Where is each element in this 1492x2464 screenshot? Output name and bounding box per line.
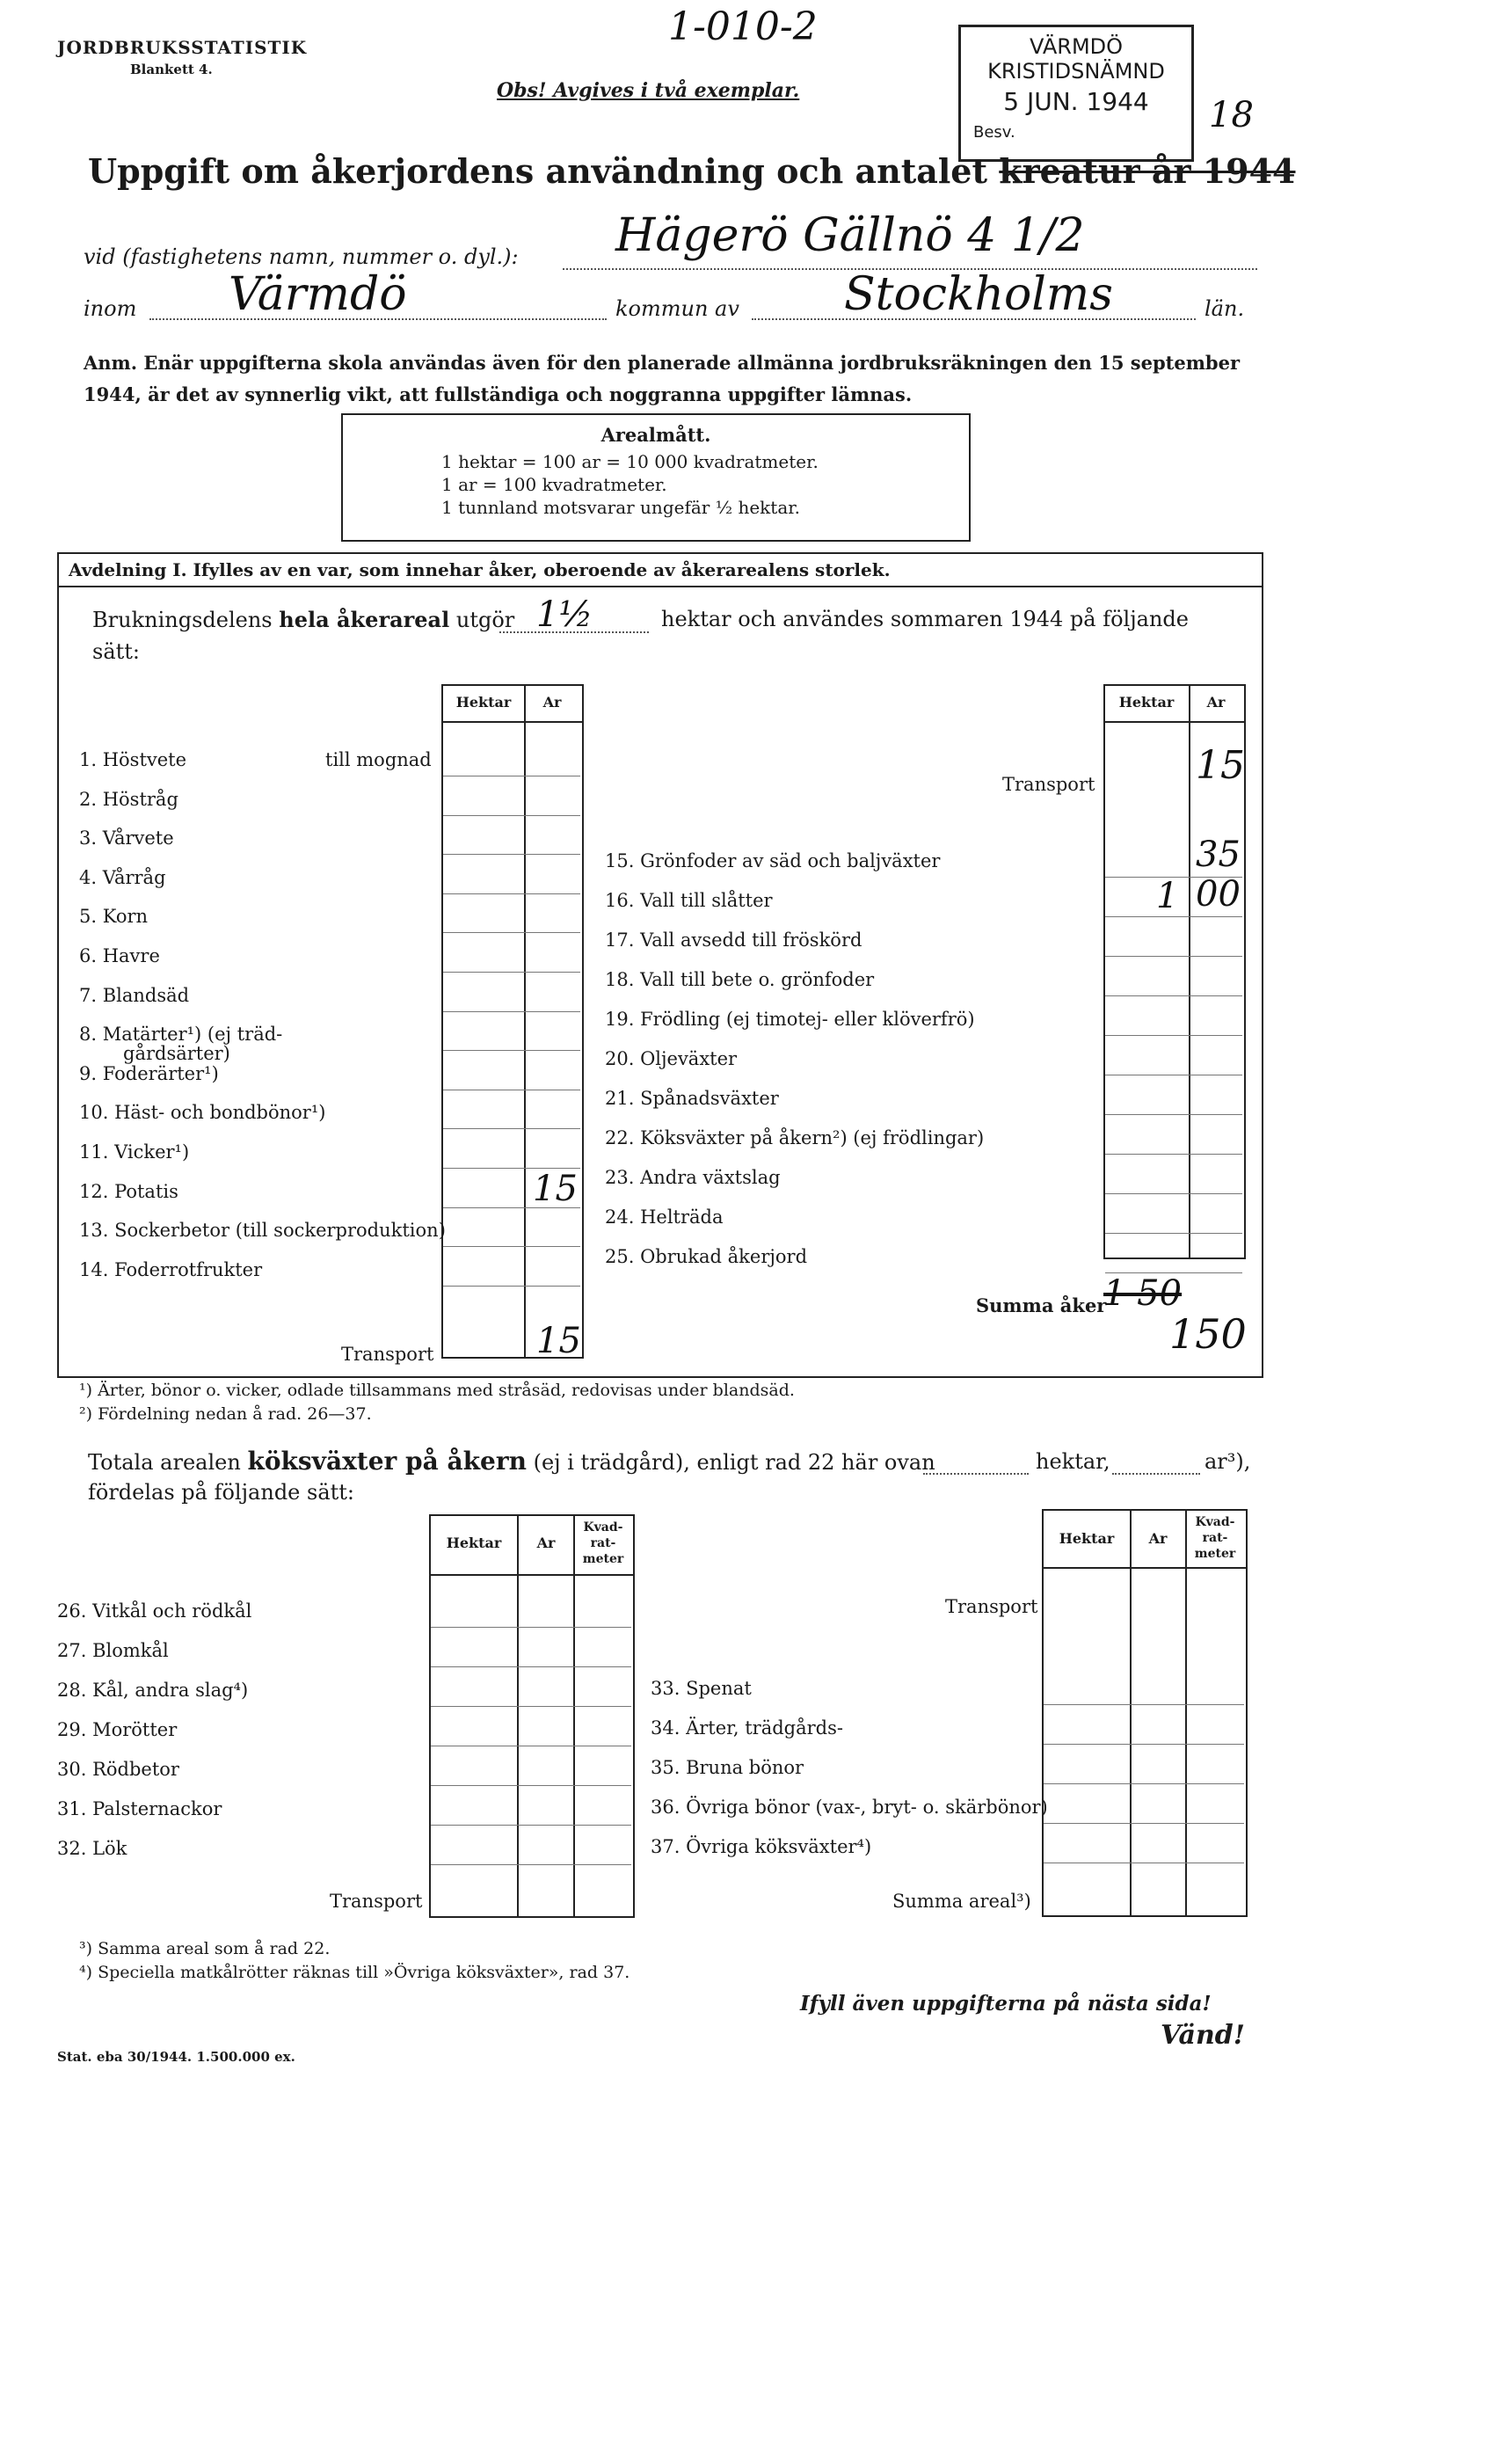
ifyll-note: Ifyll även uppgifterna på nästa sida! (800, 1992, 1212, 2016)
s2-left-row-rule (431, 1627, 631, 1628)
s2-right-divider-2 (1185, 1509, 1187, 1915)
s2-right-row-label: 33. Spenat (651, 1678, 752, 1699)
s2-right-row-label: 37. Övriga köksväxter⁴) (651, 1836, 872, 1857)
s2-intro-f: fördelas på följande sätt: (88, 1480, 355, 1505)
left-row-label: 8. Matärter¹) (ej träd- (79, 1024, 283, 1046)
print-info: Stat. eba 30/1944. 1.500.000 ex. (57, 2049, 295, 2065)
s2-left-row-rule (431, 1666, 631, 1667)
s2-left-row-rule (431, 1864, 631, 1865)
right-row-rule (1105, 916, 1242, 917)
right-row-label: 23. Andra växtslag (605, 1167, 781, 1188)
left-row-label: 12. Potatis (79, 1180, 178, 1202)
right-row-label: 19. Frödling (ej timotej- eller klöverfrö) (605, 1009, 975, 1030)
left-row-label: 6. Havre (79, 945, 160, 966)
intro-c: utgör (455, 608, 515, 632)
left-row-label: 10. Häst- och bondbönor¹) (79, 1102, 326, 1124)
s2-left-col-kvm: Kvad-rat-meter (582, 1520, 624, 1566)
right-transport-label: Transport (1002, 774, 1095, 795)
right-row-rule (1105, 956, 1242, 957)
stamp-date: 5 JUN. 1944 (1003, 87, 1149, 116)
summa-aker-value: 150 (1169, 1310, 1247, 1358)
left-row-rule (443, 972, 580, 973)
anm-note: Anm. Enär uppgifterna skola användas även för den planerade allmänna jordbruksräkningen den 15 september 1944, är det av synnerlig vikt, att fullständiga och noggranna uppgifter lämnas. (84, 352, 1241, 405)
left-row-rule (443, 1128, 580, 1129)
intro-d: hektar och användes sommaren 1944 på följande (661, 607, 1189, 631)
page-title (88, 151, 1295, 191)
obs-note: Obs! Avgives i två exemplar. (497, 79, 800, 102)
s2-left-row-rule (431, 1825, 631, 1826)
s2-left-row-rule (431, 1706, 631, 1707)
left-row-rule (443, 1286, 580, 1287)
s2-right-divider-1 (1130, 1509, 1132, 1915)
summa-struck-value: 1 50 (1103, 1273, 1183, 1314)
left-col-divider (524, 684, 526, 1357)
s2-left-col-ar: Ar (536, 1535, 556, 1551)
s2-ar-dotted (1112, 1473, 1200, 1475)
stamp-number: 18 (1209, 95, 1254, 135)
s2-right-col-kvm: Kvad-rat-meter (1194, 1515, 1236, 1561)
right-row-rule (1105, 1114, 1242, 1115)
left-row-rule (443, 854, 580, 855)
s2-left-col-hektar: Hektar (446, 1535, 502, 1551)
right-row-label: 22. Köksväxter på åkern²) (ej frödlingar) (605, 1127, 985, 1148)
left-row-label: 11. Vicker¹) (79, 1141, 190, 1163)
right-row-label: 16. Vall till slåtter (605, 890, 773, 911)
received-stamp (958, 25, 1194, 162)
left-row-rule (443, 1246, 580, 1247)
footnote-4: ⁴) Speciella matkålrötter räknas till »Övriga köksväxter», rad 37. (79, 1963, 630, 1982)
intro-value: 1½ (536, 594, 593, 635)
arealmatt-title: Arealmått. (600, 424, 711, 446)
left-row-label: 5. Korn (79, 906, 149, 928)
title-main: Uppgift om åkerjordens användning och antalet (88, 151, 988, 191)
right-col-hektar: Hektar (1118, 694, 1175, 711)
stamp-line-2: KRISTIDSNÄMND (987, 59, 1165, 84)
intro-b: hela åkerareal (279, 607, 450, 632)
left-row-label: 2. Höstråg (79, 788, 178, 810)
s2-left-header-rule (429, 1574, 633, 1576)
s2-left-row-label: 26. Vitkål och rödkål (57, 1600, 252, 1622)
left-row-rule (443, 932, 580, 933)
stamp-besv: Besv. (973, 123, 1015, 142)
inom-label: inom (84, 296, 137, 321)
s2-left-row-label: 27. Blomkål (57, 1640, 169, 1661)
section2-intro (88, 1447, 935, 1476)
right-col-ar: Ar (1206, 694, 1226, 711)
left-table-frame (441, 684, 584, 1359)
s2-hektar-dotted (923, 1473, 1029, 1475)
left-row-label: 14. Foderrotfrukter (79, 1258, 263, 1280)
right-row-rule (1105, 1193, 1242, 1194)
s2-left-row-label: 32. Lök (57, 1838, 127, 1859)
left-row-label: 4. Vårråg (79, 866, 166, 888)
s2-left-row-rule (431, 1785, 631, 1786)
s2-left-row-label: 31. Palsternackor (57, 1798, 222, 1819)
left-header-rule (441, 721, 582, 723)
right-header-rule (1103, 721, 1244, 723)
right-row-ar-value[interactable]: 00 (1196, 874, 1241, 915)
left-row-label: 1. Höstvete (79, 749, 187, 770)
left-col-ar: Ar (542, 694, 562, 711)
right-row-rule (1105, 995, 1242, 996)
s2-intro-e: ar³), (1205, 1449, 1251, 1474)
s2-right-row-rule (1044, 1704, 1244, 1705)
left-row-rule (443, 1050, 580, 1051)
s2-intro-a: Totala arealen (88, 1450, 241, 1475)
s2-right-row-rule (1044, 1823, 1244, 1824)
vid-value: Hägerö Gällnö 4 1/2 (615, 209, 1085, 262)
s2-right-transport: Transport (945, 1596, 1038, 1617)
title-struck: kreatur år 1944 (999, 151, 1296, 191)
intro-a: Brukningsdelens (92, 608, 273, 632)
section1-intro (92, 607, 514, 632)
left-col-hektar: Hektar (455, 694, 512, 711)
lan-label: län. (1205, 296, 1245, 321)
inom-value: Värmdö (229, 268, 407, 321)
right-row-rule (1105, 1233, 1242, 1234)
section1-heading-rule (57, 586, 1262, 587)
arealmatt-line-2: 1 ar = 100 kvadratmeter. (441, 474, 667, 495)
right-col-divider (1189, 684, 1190, 1258)
s2-summa-areal: Summa areal³) (892, 1891, 1031, 1912)
left-row-label: 3. Vårvete (79, 827, 174, 849)
vand-note: Vänd! (1161, 2020, 1245, 2051)
right-row-label: 18. Vall till bete o. grönfoder (605, 969, 875, 990)
s2-right-row-rule (1044, 1783, 1244, 1784)
summa-aker-label: Summa åker (976, 1294, 1107, 1316)
till-mognad-label: till mognad (325, 749, 432, 770)
s2-intro-b: köksväxter på åkern (247, 1447, 527, 1476)
intro-e: sätt: (92, 639, 140, 664)
s2-right-row-label: 34. Ärter, trädgårds- (651, 1717, 843, 1739)
left-row-label: 7. Blandsäd (79, 984, 190, 1006)
s2-left-row-label: 30. Rödbetor (57, 1759, 179, 1780)
right-row-hektar-value[interactable]: 1 (1156, 876, 1179, 916)
s2-right-header-rule (1042, 1567, 1246, 1569)
right-row-label: 15. Grönfoder av säd och baljväxter (605, 850, 941, 871)
s2-right-table-frame (1042, 1509, 1248, 1917)
right-row-label: 17. Vall avsedd till fröskörd (605, 929, 862, 951)
right-row-label: 24. Helträda (605, 1206, 724, 1228)
left-row-rule (443, 893, 580, 894)
arealmatt-line-3: 1 tunnland motsvarar ungefär ½ hektar. (441, 497, 800, 518)
agency-name: JORDBRUKSSTATISTIK (57, 37, 308, 58)
s2-right-col-hektar: Hektar (1059, 1530, 1115, 1547)
left-row-label-continued: gårdsärter) (123, 1043, 230, 1065)
s2-right-row-label: 35. Bruna bönor (651, 1757, 804, 1778)
right-row-ar-value[interactable]: 35 (1196, 835, 1241, 875)
left-row-rule (443, 815, 580, 816)
vid-label: vid (fastighetens namn, nummer o. dyl.): (84, 244, 519, 269)
kommun-value: Stockholms (844, 268, 1113, 321)
arealmatt-box (341, 413, 971, 542)
left-row-ar-value[interactable]: 15 (533, 1168, 578, 1209)
left-row-rule (443, 1011, 580, 1012)
footnote-2: ²) Fördelning nedan å rad. 26—37. (79, 1404, 372, 1424)
arealmatt-line-1: 1 hektar = 100 ar = 10 000 kvadratmeter. (441, 451, 819, 472)
s2-intro-c: (ej i trädgård), enligt rad 22 här ovan (533, 1450, 935, 1475)
right-transport-ar: 15 (1196, 743, 1245, 788)
right-row-label: 20. Oljeväxter (605, 1048, 738, 1069)
s2-right-row-rule (1044, 1744, 1244, 1745)
right-row-label: 25. Obrukad åkerjord (605, 1246, 808, 1267)
left-transport-ar: 15 (536, 1321, 581, 1361)
left-row-label: 13. Sockerbetor (till sockerproduktion) (79, 1220, 446, 1242)
stamp-line-1: VÄRMDÖ (1029, 34, 1124, 59)
footnote-3: ³) Samma areal som å rad 22. (79, 1939, 331, 1958)
handwritten-reference: 1-010-2 (668, 4, 818, 49)
left-row-label: 9. Foderärter¹) (79, 1062, 219, 1084)
s2-right-row-label: 36. Övriga bönor (vax-, bryt- o. skärbönor) (651, 1797, 1048, 1818)
right-row-rule (1105, 1154, 1242, 1155)
form-number: Blankett 4. (130, 62, 213, 77)
footnote-1: ¹) Ärter, bönor o. vicker, odlade tillsammans med stråsäd, redovisas under blandsäd. (79, 1381, 795, 1400)
s2-left-transport: Transport (330, 1891, 423, 1912)
s2-right-col-ar: Ar (1148, 1530, 1168, 1547)
right-row-label: 21. Spånadsväxter (605, 1088, 779, 1109)
kommun-label: kommun av (615, 296, 739, 321)
section1-heading: Avdelning I. Ifylles av en var, som innehar åker, oberoende av åkerarealens storlek. (69, 559, 891, 580)
right-row-rule (1105, 1035, 1242, 1036)
s2-left-row-label: 28. Kål, andra slag⁴) (57, 1680, 249, 1701)
s2-left-row-label: 29. Morötter (57, 1719, 178, 1740)
left-transport-label: Transport (341, 1344, 434, 1365)
s2-intro-d: hektar, (1036, 1449, 1110, 1474)
